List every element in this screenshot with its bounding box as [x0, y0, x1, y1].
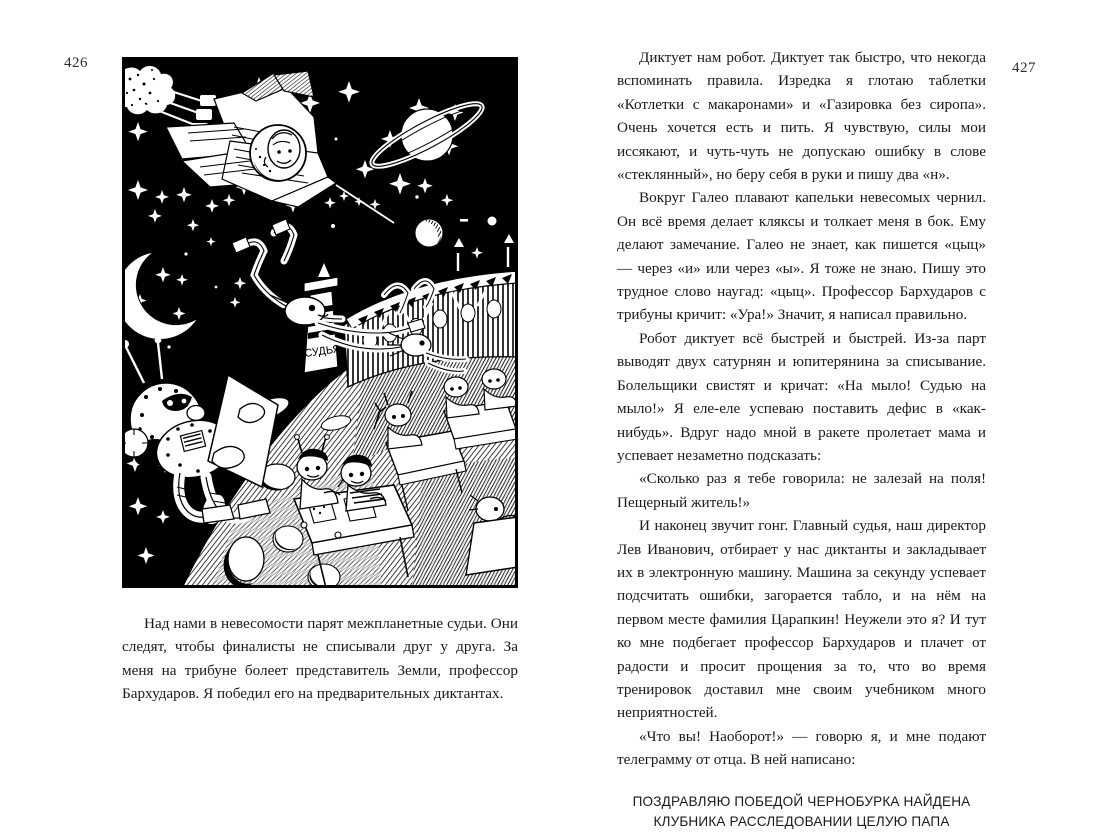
illustration-moon-dictation	[122, 57, 518, 588]
right-page	[550, 0, 1100, 829]
paragraph-4: «Сколько раз я тебе говорила: не залезай на поля! Пещерный житель!»	[617, 470, 986, 511]
judge-banner-text: СУДЬЯ	[303, 343, 342, 360]
paragraph-1: Диктует нам робот. Диктует так быстро, что некогда вспоминать правила. Изредка я глотаю таблетки «Котлетки с макаронами» и «Газировка без сиропа». Очень хочется есть и пить. Я чувствую, силы мои иссякают, и чуть-чуть не допускаю ошибку в слове «стеклянный», но беру себя в руки и пишу два «н».	[617, 49, 986, 184]
page-number-right: 427	[1012, 60, 1036, 76]
paragraph-2: Вокруг Галео плавают капельки невесомых чернил. Он всё время делает кляксы и толкает меня в бок. Ему делают замечание. Галео не знает, как пишется «цыц» — через «и» или через «ы». Я тоже не знаю. Пишу это трудное слово наугад: «цыц». Профессор Бархударов с трибуны кричит: «Ура!» Значит, я написал правильно.	[617, 189, 986, 324]
robot-ear-gear	[122, 429, 148, 457]
page-number-left: 426	[64, 55, 88, 71]
left-page	[0, 0, 550, 783]
paragraph-5: И наконец звучит гонг. Главный судья, наш директор Лев Иванович, отбирает у нас диктанты и закладывает их в электронную машину. Машина за секунду успевает подсчитать ошибки, загорается табло, и на нём на первом месте фамилия Царапкин! Неужели это я? И тут ко мне подбегает профессор Бархударов и плачет от радости и просит прощения за то, что во время тренировок доставил мне своим учебником много неприятностей.	[617, 517, 986, 722]
robot-nose	[187, 406, 205, 421]
illustration-artwork	[122, 57, 518, 588]
telegram-block	[617, 792, 986, 832]
telegram-line-1: ПОЗДРАВЛЯЮ ПОБЕДОЙ ЧЕРНОБУРКА НАЙДЕНА	[632, 793, 971, 809]
illustration-caption: Над нами в невесомости парят межпланетные судьи. Они следят, чтобы финалисты не списывали друг у друга. За меня на трибуне болеет представитель Земли, профессор Бархударов. Я победил его на предварительных диктантах.	[122, 615, 518, 703]
telegram-line-2: КЛУБНИКА РАССЛЕДОВАНИИ ЦЕЛУЮ ПАПА	[653, 813, 950, 829]
body-text-column	[617, 46, 986, 832]
paragraph-3: Робот диктует всё быстрей и быстрей. Из-за парт выводят двух сатурнян и юпитерянина за списывание. Болельщики свистят и кричат: «На мыло! Судью на мыло!» Я еле-еле успеваю поставить дефис в «как-нибудь». Вдруг надо мной в ракете пролетает мама и успевает незаметно подсказать:	[617, 329, 986, 464]
paragraph-6: «Что вы! Наоборот!» — говорю я, и мне подают телеграмму от отца. В ней написано:	[617, 727, 986, 769]
